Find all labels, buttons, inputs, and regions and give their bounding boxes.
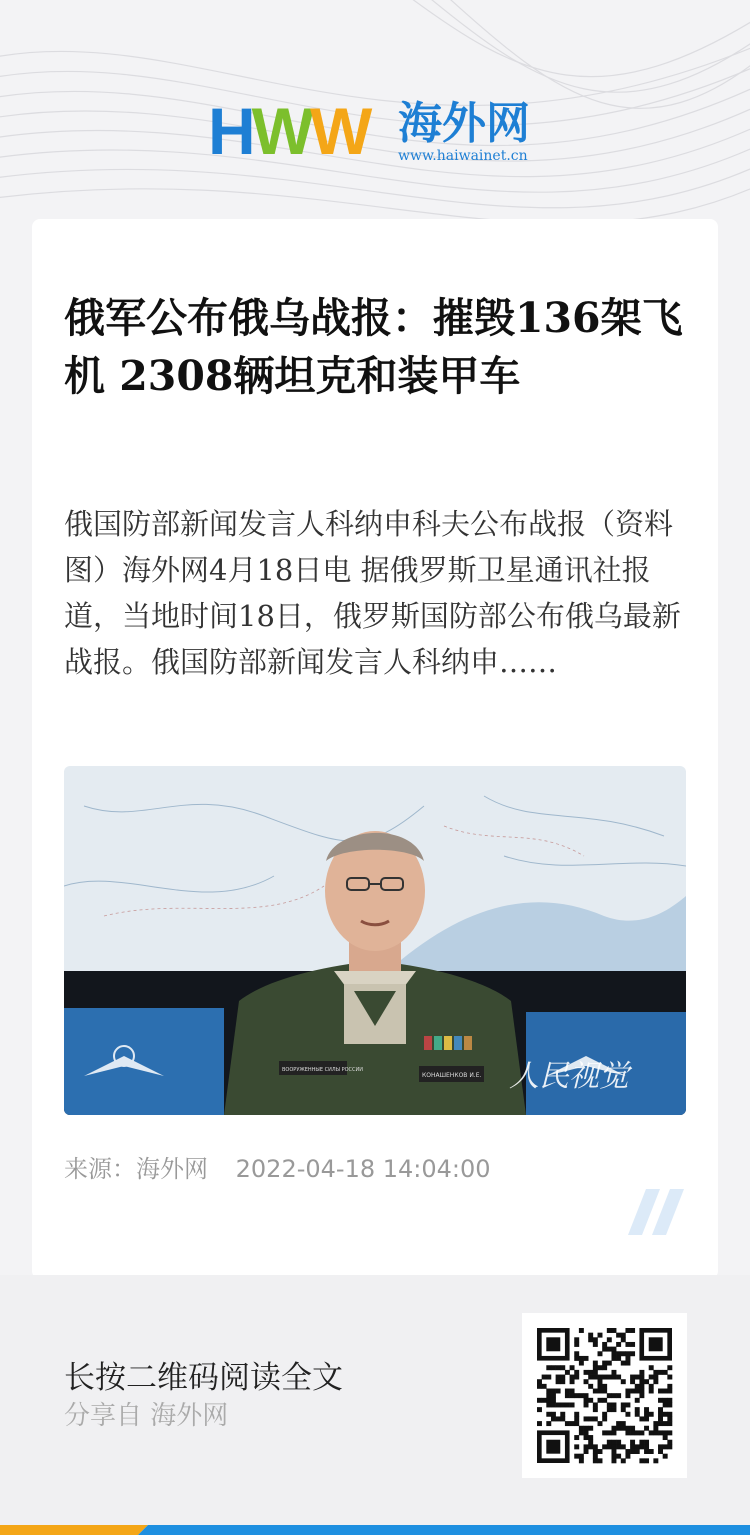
logo-letters [208, 94, 369, 168]
decorative-slashes-icon [628, 1189, 688, 1235]
news-photo-icon [64, 766, 686, 1115]
logo-letter-h: H [208, 94, 252, 168]
read-full-text-prompt: 长按二维码阅读全文 [64, 1360, 343, 1396]
article-headline: 俄军公布俄乌战报：摧毁136架飞机 2308辆坦克和装甲车 [64, 294, 683, 400]
article-source: 来源：海外网 [64, 1155, 208, 1183]
photo-badge-left: ВООРУЖЕННЫЕ СИЛЫ РОССИИ [282, 1067, 363, 1073]
bottom-color-bar [0, 1525, 750, 1535]
article-photo[interactable] [64, 766, 686, 1115]
photo-watermark: 人民视觉 [509, 1059, 629, 1094]
shared-from-label: 分享自 海外网 [64, 1401, 229, 1431]
qr-code-icon[interactable] [522, 1313, 687, 1478]
qr-code-graphic [522, 1313, 687, 1478]
photo-badge-right: КОНАШЕНКОВ И.Е. [422, 1072, 482, 1079]
haiwainet-logo [208, 94, 548, 170]
article-card[interactable] [32, 219, 718, 1279]
article-summary: 俄国防部新闻发言人科纳申科夫公布战报（资料图）海外网4月18日电 据俄罗斯卫星通讯社报道，当地时间18日，俄罗斯国防部公布俄乌最新战报。俄国防部新闻发言人科纳申…… [64, 507, 681, 679]
share-footer [0, 1275, 750, 1525]
logo-chinese-name: 海外网 [398, 98, 530, 149]
logo-letter-w-orange: W [309, 94, 369, 168]
logo-letter-w-green: W [251, 94, 310, 168]
article-datetime: 2022-04-18 14:04:00 [235, 1155, 491, 1183]
logo-url: www.haiwainet.cn [398, 148, 528, 164]
article-meta [64, 1149, 511, 1184]
